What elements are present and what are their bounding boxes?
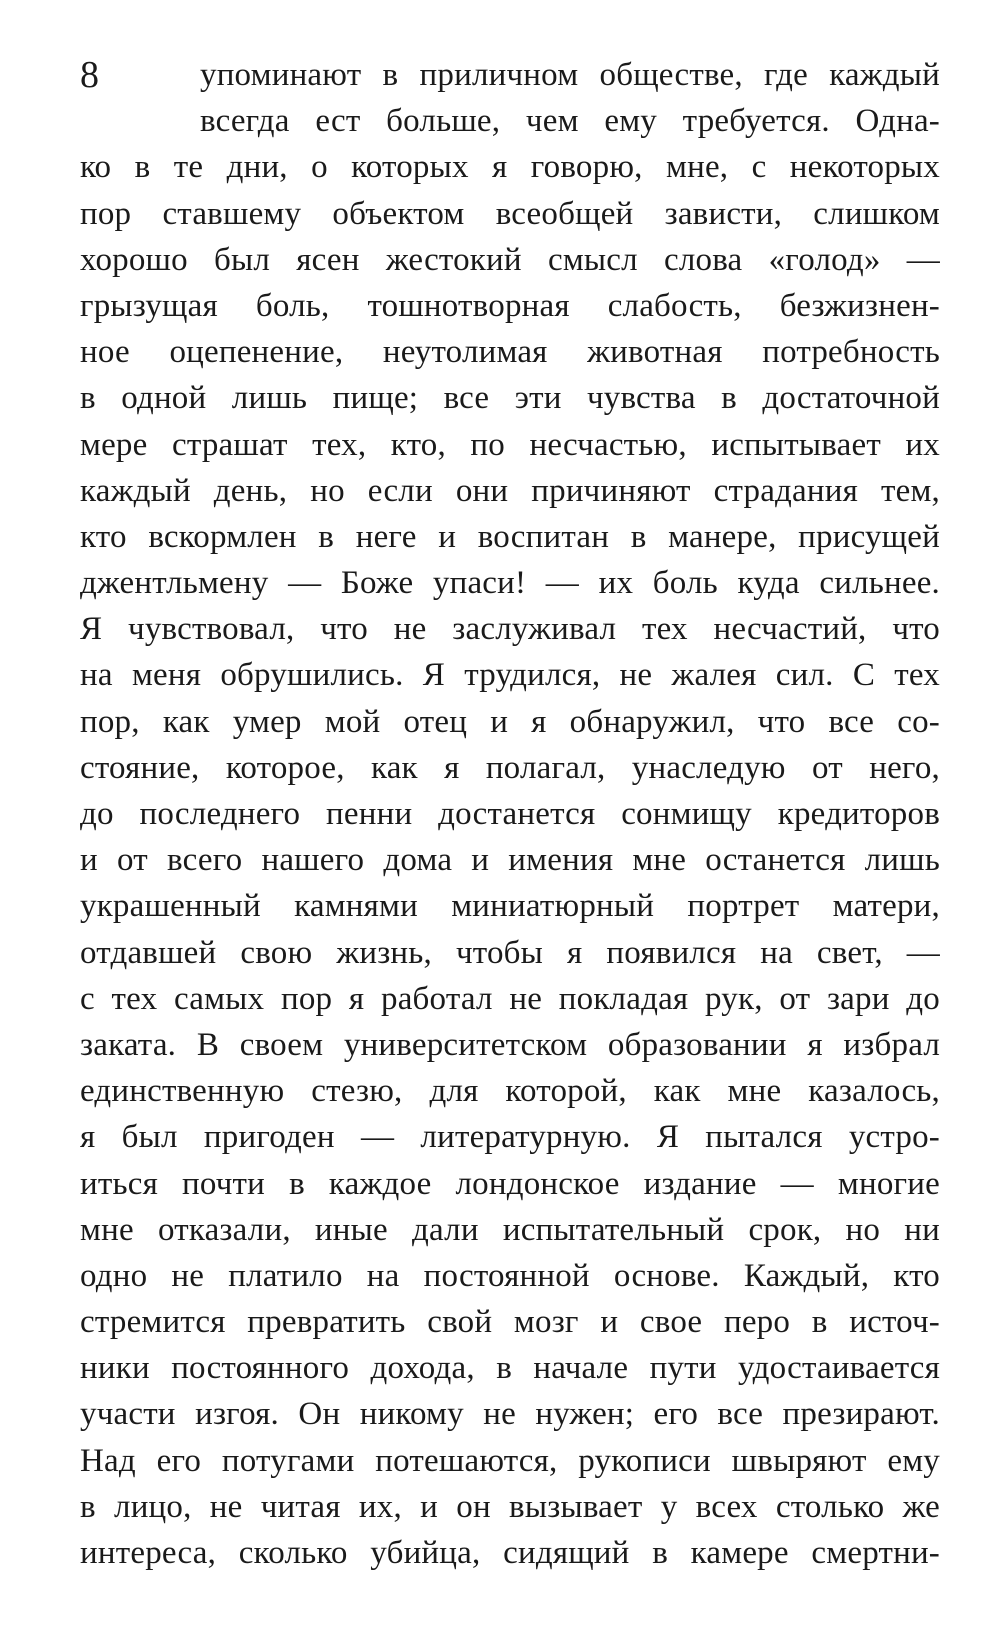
text-line: и от всего нашего дома и имения мне останется лишь [80, 842, 940, 879]
text-line: на меня обрушились. Я трудился, не жалея сил. С тех [80, 657, 940, 694]
text-line: джентльмену — Боже упаси! — их боль куда сильнее. [80, 565, 940, 602]
text-line: украшенный камнями миниатюрный портрет матери, [80, 888, 940, 925]
text-line: кто вскормлен в неге и воспитан в манере, присущей [80, 518, 940, 555]
text-line: Над его потугами потешаются, рукописи швыряют ему [80, 1442, 940, 1479]
text-line: в лицо, не читая их, и он вызывает у всех столько же [80, 1488, 940, 1525]
text-line: пор ставшему объектом всеобщей зависти, слишком [80, 195, 940, 232]
page-number: 8 [80, 54, 99, 96]
text-line: я был пригоден — литературную. Я пытался устро- [80, 1119, 940, 1156]
text-line: участи изгоя. Он никому не нужен; его все презирают. [80, 1396, 940, 1433]
text-line: Я чувствовал, что не заслуживал тех несчастий, что [80, 611, 940, 648]
text-line: в одной лишь пище; все эти чувства в достаточной [80, 380, 940, 417]
text-line: каждый день, но если они причиняют страдания тем, [80, 472, 940, 509]
text-line: пор, как умер мой отец и я обнаружил, что все со- [80, 703, 940, 740]
text-line: единственную стезю, для которой, как мне казалось, [80, 1073, 940, 1110]
text-line: грызущая боль, тошнотворная слабость, безжизнен- [80, 287, 940, 324]
text-line: до последнего пенни достанется сонмищу кредиторов [80, 796, 940, 832]
text-line: ко в те дни, о которых я говорю, мне, с некоторых [80, 149, 940, 186]
text-line: упоминают в приличном обществе, где каждый [200, 57, 940, 93]
text-line: ники постоянного дохода, в начале пути удостаивается [80, 1350, 940, 1387]
text-line: иться почти в каждое лондонское издание — многие [80, 1165, 940, 1202]
text-line: стояние, которое, как я полагал, унаследую от него, [80, 749, 940, 786]
text-line: мне отказали, иные дали испытательный срок, но ни [80, 1211, 940, 1248]
text-line: интереса, сколько убийца, сидящий в камере смертни- [80, 1535, 940, 1571]
body-text [80, 52, 940, 1576]
text-line: одно не платило на постоянной основе. Каждый, кто [80, 1257, 940, 1294]
text-line: отдавшей свою жизнь, чтобы я появился на свет, — [80, 934, 940, 971]
text-line: с тех самых пор я работал не покладая рук, от зари до [80, 980, 940, 1017]
text-line: стремится превратить свой мозг и свое перо в источ- [80, 1304, 940, 1341]
text-line: всегда ест больше, чем ему требуется. Одна- [200, 103, 940, 140]
text-line: заката. В своем университетском образовании я избрал [80, 1026, 940, 1063]
text-line: хорошо был ясен жестокий смысл слова «голод» — [80, 241, 940, 278]
text-line: мере страшат тех, кто, по несчастью, испытывает их [80, 426, 940, 463]
text-line: ное оцепенение, неутолимая животная потребность [80, 334, 940, 371]
